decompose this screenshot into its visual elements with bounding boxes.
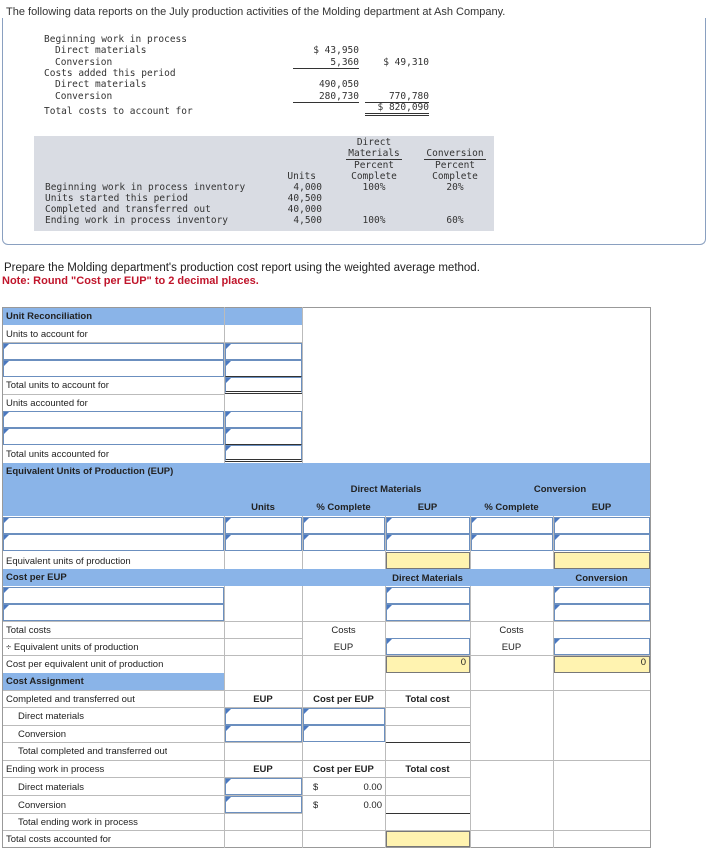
cpe-conv-header: Conversion xyxy=(575,573,628,584)
unit-row-cv: 20% xyxy=(446,182,464,193)
row-line xyxy=(3,760,650,761)
cpe-conv-eup-input[interactable] xyxy=(554,638,650,655)
units-to-account-label-input[interactable] xyxy=(3,343,224,360)
row-line xyxy=(3,394,224,395)
cv-head-2: Percent xyxy=(434,160,476,171)
cv-head-1: Conversion xyxy=(424,148,486,160)
cpe-dm-eup-input[interactable] xyxy=(386,638,470,655)
ewip-conv-eup-input[interactable] xyxy=(225,796,302,813)
eup-conv-pct-header: % Complete xyxy=(484,502,539,513)
units-to-account-for-label: Units to account for xyxy=(6,329,88,340)
unit-reconciliation-title: Unit Reconciliation xyxy=(6,311,93,322)
ct-total-cost-header: Total cost xyxy=(405,694,450,705)
row-line xyxy=(3,830,650,831)
dm-head-1: Direct xyxy=(356,137,392,148)
ct-conv-label: Conversion xyxy=(18,729,67,740)
row-line xyxy=(3,813,302,814)
cpe-conv-result: 0 xyxy=(554,656,650,673)
cpe-dm-input[interactable] xyxy=(386,587,470,604)
subtotal-line xyxy=(386,742,470,743)
eup-conv-eup-header: EUP xyxy=(591,502,612,513)
eup-conv-eup-input[interactable] xyxy=(554,517,650,534)
added-dm-label: Direct materials xyxy=(55,79,147,90)
total-costs-accounted-label: Total costs accounted for xyxy=(6,834,112,845)
added-conv-value: 280,730 xyxy=(293,91,359,103)
ewip-conv-dollar: $ xyxy=(313,800,319,811)
total-ending-label: Total ending work in process xyxy=(18,817,138,828)
grand-total-value: $ 820,090 xyxy=(365,102,429,116)
ewip-dm-cpe-value: 0.00 xyxy=(363,782,382,793)
total-units-accounted-input[interactable] xyxy=(225,445,302,462)
ct-conv-eup-input[interactable] xyxy=(225,725,302,742)
unit-row-cv: 60% xyxy=(446,215,464,226)
total-costs-label: Total costs xyxy=(6,625,51,636)
units-to-account-value-input[interactable] xyxy=(225,360,302,377)
cpe-dm-result: 0 xyxy=(386,656,470,673)
costs-word-dm: Costs xyxy=(331,625,356,636)
cpe-conv-input[interactable] xyxy=(554,587,650,604)
row-line xyxy=(3,638,302,639)
bwip-label: Beginning work in process xyxy=(44,34,187,45)
units-to-account-label-input[interactable] xyxy=(3,360,224,377)
bwip-dm-label: Direct materials xyxy=(55,45,147,56)
header-fill xyxy=(225,308,302,325)
eup-total-label: Equivalent units of production xyxy=(6,556,131,567)
units-accounted-for-label: Units accounted for xyxy=(6,398,88,409)
intro-text: The following data reports on the July production activities of the Molding department at Ash Company. xyxy=(6,6,506,18)
units-head: Units xyxy=(287,171,316,182)
ewip-dm-label: Direct materials xyxy=(18,782,84,793)
costs-word-conv: Costs xyxy=(499,625,524,636)
ewip-conv-label: Conversion xyxy=(18,800,67,811)
eup-units-input[interactable] xyxy=(225,517,302,534)
units-accounted-label-input[interactable] xyxy=(3,428,224,445)
added-label: Costs added this period xyxy=(44,68,176,79)
completed-transferred-label: Completed and transferred out xyxy=(6,694,135,705)
eup-row-label-input[interactable] xyxy=(3,517,224,534)
eup-title: Equivalent Units of Production (EUP) xyxy=(6,466,174,477)
total-costs-label: Total costs to account for xyxy=(44,106,193,117)
unit-row-units: 4,500 xyxy=(293,215,322,226)
dm-head-3: Percent xyxy=(353,160,395,171)
eup-units-header: Units xyxy=(251,502,275,513)
unit-row-label: Ending work in process inventory xyxy=(45,215,229,226)
eup-word-conv: EUP xyxy=(501,642,522,653)
ct-dm-eup-input[interactable] xyxy=(225,708,302,725)
ct-cpe-header: Cost per EUP xyxy=(313,694,374,705)
total-units-to-account-label: Total units to account for xyxy=(6,380,109,391)
row-line xyxy=(3,742,302,743)
eup-dm-eup-header: EUP xyxy=(417,502,438,513)
eup-units-input[interactable] xyxy=(225,534,302,551)
cpe-dm-input[interactable] xyxy=(386,604,470,621)
bwip-dm-value: $ 43,950 xyxy=(313,45,359,56)
total-costs-accounted-cell xyxy=(386,831,470,847)
bwip-conv-value: 5,360 xyxy=(293,57,359,69)
eup-conv-pct-input[interactable] xyxy=(471,517,553,534)
eup-word-dm: EUP xyxy=(333,642,354,653)
total-units-to-account-input[interactable] xyxy=(225,377,302,394)
row-line xyxy=(3,655,650,656)
eup-dm-pct-input[interactable] xyxy=(303,517,385,534)
ct-dm-cpe-input[interactable] xyxy=(303,708,385,725)
eup-conv-total-cell xyxy=(554,552,650,569)
eup-dm-header: Direct Materials xyxy=(350,484,422,495)
ewip-cpe-header: Cost per EUP xyxy=(313,764,374,775)
eup-dm-eup-input[interactable] xyxy=(386,534,470,551)
total-completed-label: Total completed and transferred out xyxy=(18,746,168,757)
ewip-dm-dollar: $ xyxy=(313,782,319,793)
added-total-value: 770,780 xyxy=(365,91,429,103)
cv-head-3: Complete xyxy=(432,171,478,182)
unit-row-label: Completed and transferred out xyxy=(45,204,211,215)
eup-dm-eup-input[interactable] xyxy=(386,517,470,534)
subtotal-line xyxy=(386,813,470,814)
unit-row-units: 40,500 xyxy=(287,193,322,204)
unit-row-label: Beginning work in process inventory xyxy=(45,182,246,193)
bwip-total-value: $ 49,310 xyxy=(383,57,429,68)
cost-assignment-title: Cost Assignment xyxy=(6,676,84,687)
ewip-dm-eup-input[interactable] xyxy=(225,778,302,795)
div-eup-label: ÷ Equivalent units of production xyxy=(6,642,139,653)
ct-dm-label: Direct materials xyxy=(18,711,84,722)
units-to-account-value-input[interactable] xyxy=(225,343,302,360)
added-dm-value: 490,050 xyxy=(318,79,359,90)
eup-row-label-input[interactable] xyxy=(3,534,224,551)
unit-row-dm: 100% xyxy=(362,182,386,193)
unit-row-dm: 100% xyxy=(362,215,386,226)
ewip-eup-header: EUP xyxy=(253,764,273,775)
cpe-label-input[interactable] xyxy=(3,587,224,604)
rounding-note: Note: Round "Cost per EUP" to 2 decimal places. xyxy=(2,275,259,287)
eup-header xyxy=(3,463,650,480)
ct-eup-header: EUP xyxy=(253,694,273,705)
eup-conv-eup-input[interactable] xyxy=(554,534,650,551)
units-accounted-value-input[interactable] xyxy=(225,428,302,445)
bwip-conv-label: Conversion xyxy=(55,57,113,68)
row-line xyxy=(3,690,650,691)
dm-head-2: Materials xyxy=(346,148,402,160)
prompt-text: Prepare the Molding department's production cost report using the weighted average method. xyxy=(4,262,480,274)
ewip-conv-cpe-value: 0.00 xyxy=(363,800,382,811)
cpe-dm-header: Direct Materials xyxy=(392,573,463,584)
ct-conv-cpe-input[interactable] xyxy=(303,725,385,742)
eup-dm-total-cell xyxy=(386,552,470,569)
units-accounted-value-input[interactable] xyxy=(225,411,302,428)
ending-wip-label: Ending work in process xyxy=(6,764,105,775)
unit-reconciliation-header xyxy=(3,308,224,325)
eup-conv-header: Conversion xyxy=(533,484,587,495)
cost-per-eup-title: Cost per EUP xyxy=(6,572,67,583)
cost-assignment-header xyxy=(3,673,224,690)
eup-conv-pct-input[interactable] xyxy=(471,534,553,551)
cpe-conv-input[interactable] xyxy=(554,604,650,621)
unit-row-label: Units started this period xyxy=(45,193,188,204)
unit-row-units: 4,000 xyxy=(293,182,322,193)
dm-head-4: Complete xyxy=(351,171,397,182)
added-conv-label: Conversion xyxy=(55,91,113,102)
unit-row-units: 40,000 xyxy=(287,204,322,215)
row-line xyxy=(3,621,650,622)
cost-per-equiv-label: Cost per equivalent unit of production xyxy=(6,659,164,670)
total-units-accounted-label: Total units accounted for xyxy=(6,449,109,460)
ewip-total-cost-header: Total cost xyxy=(405,764,450,775)
eup-dm-pct-header: % Complete xyxy=(316,502,371,513)
units-accounted-label-input[interactable] xyxy=(3,411,224,428)
eup-dm-pct-input[interactable] xyxy=(303,534,385,551)
cpe-label-input[interactable] xyxy=(3,604,224,621)
